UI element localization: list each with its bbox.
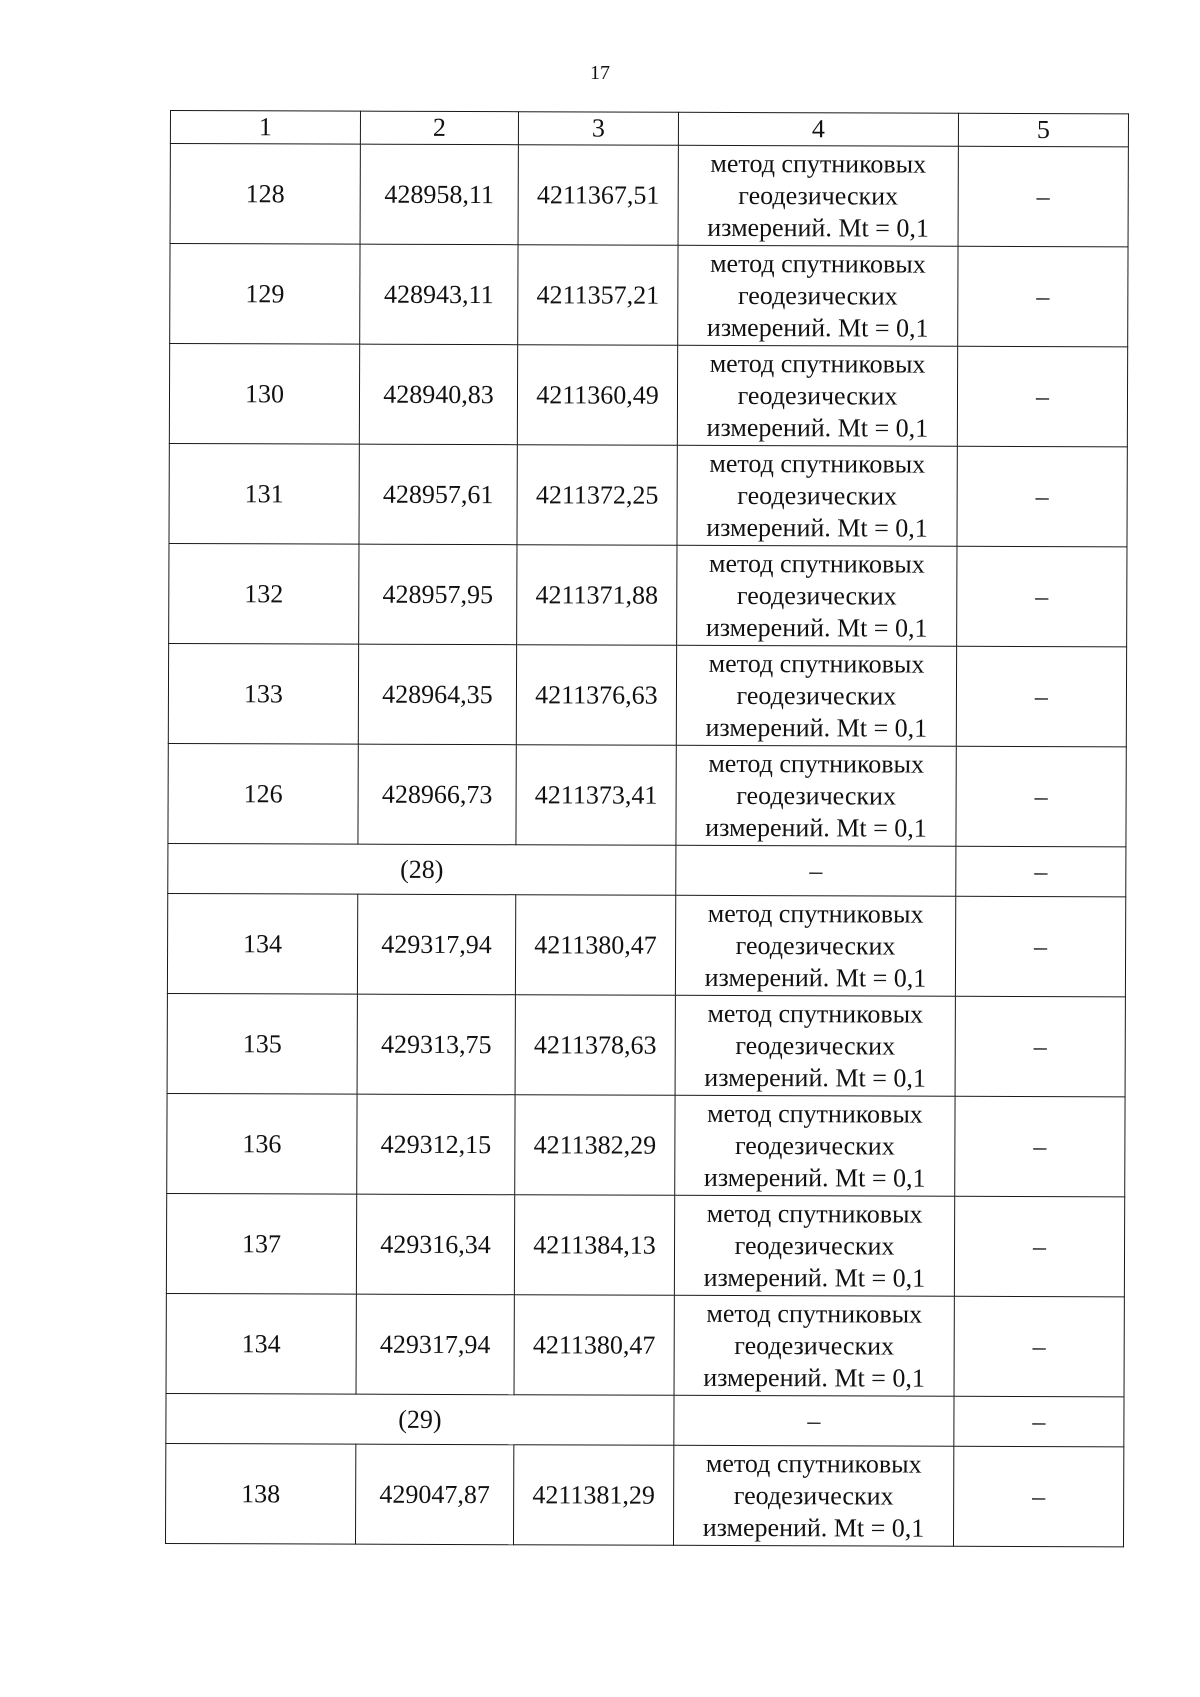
point-number-cell: 132	[169, 543, 359, 644]
x-coordinate-cell: 429312,15	[357, 1094, 515, 1195]
method-line: измерений. Mt = 0,1	[706, 312, 929, 343]
point-number-cell: 135	[167, 993, 357, 1094]
x-coordinate-cell: 429047,87	[355, 1444, 513, 1545]
method-line: метод спутниковых	[707, 898, 924, 929]
table-row	[170, 244, 1128, 347]
y-coordinate-cell: 4211380,47	[515, 895, 675, 996]
page-number: 17	[590, 62, 610, 84]
table-row	[168, 643, 1126, 746]
y-coordinate-cell: 4211367,51	[518, 145, 678, 246]
contour-label: (29)	[166, 1393, 674, 1445]
method-line: геодезических	[738, 180, 899, 211]
note-cell: –	[954, 1196, 1124, 1297]
method-line: метод спутниковых	[709, 548, 925, 579]
method-cell	[677, 345, 957, 446]
note-cell: –	[956, 646, 1126, 747]
method-line: измерений. Mt = 0,1	[707, 212, 929, 243]
method-line: измерений. Mt = 0,1	[705, 612, 928, 643]
point-number-cell: 137	[166, 1193, 356, 1294]
note-cell: –	[955, 996, 1125, 1097]
header-cell: 5	[958, 113, 1128, 147]
point-number-cell: 134	[166, 1293, 356, 1394]
method-line: геодезических	[737, 480, 898, 511]
table-row	[169, 443, 1127, 546]
y-coordinate-cell: 4211384,13	[514, 1195, 674, 1296]
y-coordinate-cell: 4211378,63	[515, 995, 675, 1096]
y-coordinate-cell: 4211380,47	[514, 1295, 674, 1396]
method-line: измерений. Mt = 0,1	[704, 962, 927, 993]
method-line: метод спутниковых	[706, 1298, 923, 1329]
y-coordinate-cell: 4211376,63	[516, 645, 676, 746]
y-coordinate-cell: 4211381,29	[513, 1445, 673, 1546]
point-number-cell: 133	[168, 643, 358, 744]
header-cell: 1	[170, 111, 360, 145]
x-coordinate-cell: 429317,94	[357, 894, 515, 995]
method-line: геодезических	[736, 580, 897, 611]
method-cell	[676, 745, 956, 846]
table-header-row	[170, 111, 1128, 147]
method-line: измерений. Mt = 0,1	[703, 1362, 925, 1393]
y-coordinate-cell: 4211357,21	[518, 245, 678, 346]
table-row	[167, 993, 1125, 1096]
note-cell: –	[956, 746, 1126, 847]
method-cell	[677, 445, 957, 546]
point-number-cell: 128	[170, 144, 360, 245]
method-line: измерений. Mt = 0,1	[704, 1062, 926, 1093]
note-cell: –	[958, 246, 1128, 347]
method-line: геодезических	[735, 930, 896, 961]
method-cell	[677, 545, 957, 646]
method-cell	[675, 1095, 955, 1196]
point-number-cell: 138	[165, 1443, 355, 1544]
method-line: измерений. Mt = 0,1	[705, 712, 928, 743]
method-line: геодезических	[737, 280, 898, 311]
method-cell	[675, 995, 955, 1096]
point-number-cell: 131	[169, 443, 359, 544]
point-number-cell: 129	[170, 244, 360, 345]
table-row	[167, 893, 1125, 996]
method-line: геодезических	[735, 1030, 896, 1061]
contour-group-row	[166, 1393, 1124, 1446]
method-line: метод спутниковых	[707, 998, 924, 1029]
point-number-cell: 134	[167, 893, 357, 994]
coordinates-table	[165, 110, 1129, 1547]
contour-group-row	[168, 843, 1126, 896]
note-cell: –	[954, 1296, 1124, 1397]
y-coordinate-cell: 4211382,29	[515, 1095, 675, 1196]
note-cell: –	[956, 846, 1126, 897]
method-cell: –	[676, 845, 956, 896]
note-cell: –	[957, 446, 1127, 547]
note-cell: –	[955, 896, 1125, 997]
point-number-cell: 130	[169, 344, 359, 445]
method-line: метод спутниковых	[706, 1198, 923, 1229]
table-row	[170, 144, 1128, 247]
x-coordinate-cell: 429316,34	[356, 1194, 514, 1295]
table-row	[166, 1193, 1124, 1296]
method-cell	[673, 1445, 953, 1546]
y-coordinate-cell: 4211373,41	[516, 745, 676, 846]
y-coordinate-cell: 4211371,88	[517, 545, 677, 646]
note-cell: –	[957, 346, 1127, 447]
x-coordinate-cell: 428958,11	[360, 144, 518, 245]
table-row	[169, 344, 1127, 447]
method-line: метод спутниковых	[709, 448, 926, 479]
method-cell	[675, 895, 955, 996]
method-line: метод спутниковых	[710, 148, 927, 179]
method-line: метод спутниковых	[708, 648, 925, 679]
header-cell: 4	[678, 112, 958, 146]
x-coordinate-cell: 428957,95	[359, 544, 517, 645]
method-line: геодезических	[734, 1230, 895, 1261]
method-line: измерений. Mt = 0,1	[706, 512, 928, 543]
method-cell	[678, 145, 958, 246]
x-coordinate-cell: 429317,94	[356, 1294, 514, 1395]
x-coordinate-cell: 428957,61	[359, 444, 517, 545]
table-body	[165, 111, 1128, 1547]
header-cell: 3	[518, 112, 678, 146]
method-line: метод спутниковых	[707, 1098, 923, 1129]
method-cell: –	[674, 1395, 954, 1446]
method-cell	[674, 1295, 954, 1396]
y-coordinate-cell: 4211360,49	[517, 345, 677, 446]
y-coordinate-cell: 4211372,25	[517, 445, 677, 546]
method-cell	[676, 645, 956, 746]
table-row	[165, 1443, 1123, 1546]
point-number-cell: 126	[168, 743, 358, 844]
note-cell: –	[953, 1446, 1123, 1547]
method-line: метод спутниковых	[705, 1448, 922, 1479]
note-cell: –	[955, 1096, 1125, 1197]
table-row	[166, 1293, 1124, 1396]
note-cell: –	[954, 1396, 1124, 1447]
method-cell	[678, 245, 958, 346]
method-line: измерений. Mt = 0,1	[706, 412, 929, 443]
table-row	[168, 743, 1126, 846]
method-line: метод спутниковых	[708, 748, 925, 779]
method-line: измерений. Mt = 0,1	[702, 1512, 925, 1543]
method-line: геодезических	[737, 380, 898, 411]
note-cell: –	[957, 546, 1127, 647]
method-line: измерений. Mt = 0,1	[705, 812, 927, 843]
method-line: измерений. Mt = 0,1	[703, 1262, 926, 1293]
x-coordinate-cell: 428940,83	[359, 344, 517, 445]
table-row	[167, 1093, 1125, 1196]
note-cell: –	[958, 146, 1128, 247]
method-cell	[674, 1195, 954, 1296]
method-line: геодезических	[734, 1130, 895, 1161]
method-line: метод спутниковых	[710, 248, 926, 279]
table-row	[169, 543, 1127, 646]
x-coordinate-cell: 428964,35	[358, 644, 516, 745]
contour-label: (28)	[168, 843, 676, 895]
x-coordinate-cell: 428966,73	[358, 744, 516, 845]
method-line: геодезических	[734, 1330, 895, 1361]
x-coordinate-cell: 428943,11	[360, 244, 518, 345]
method-line: метод спутниковых	[709, 348, 926, 379]
point-number-cell: 136	[167, 1093, 357, 1194]
method-line: геодезических	[733, 1480, 894, 1511]
method-line: геодезических	[736, 780, 897, 811]
header-cell: 2	[360, 111, 518, 145]
x-coordinate-cell: 429313,75	[357, 994, 515, 1095]
method-line: измерений. Mt = 0,1	[703, 1162, 926, 1193]
method-line: геодезических	[736, 680, 897, 711]
